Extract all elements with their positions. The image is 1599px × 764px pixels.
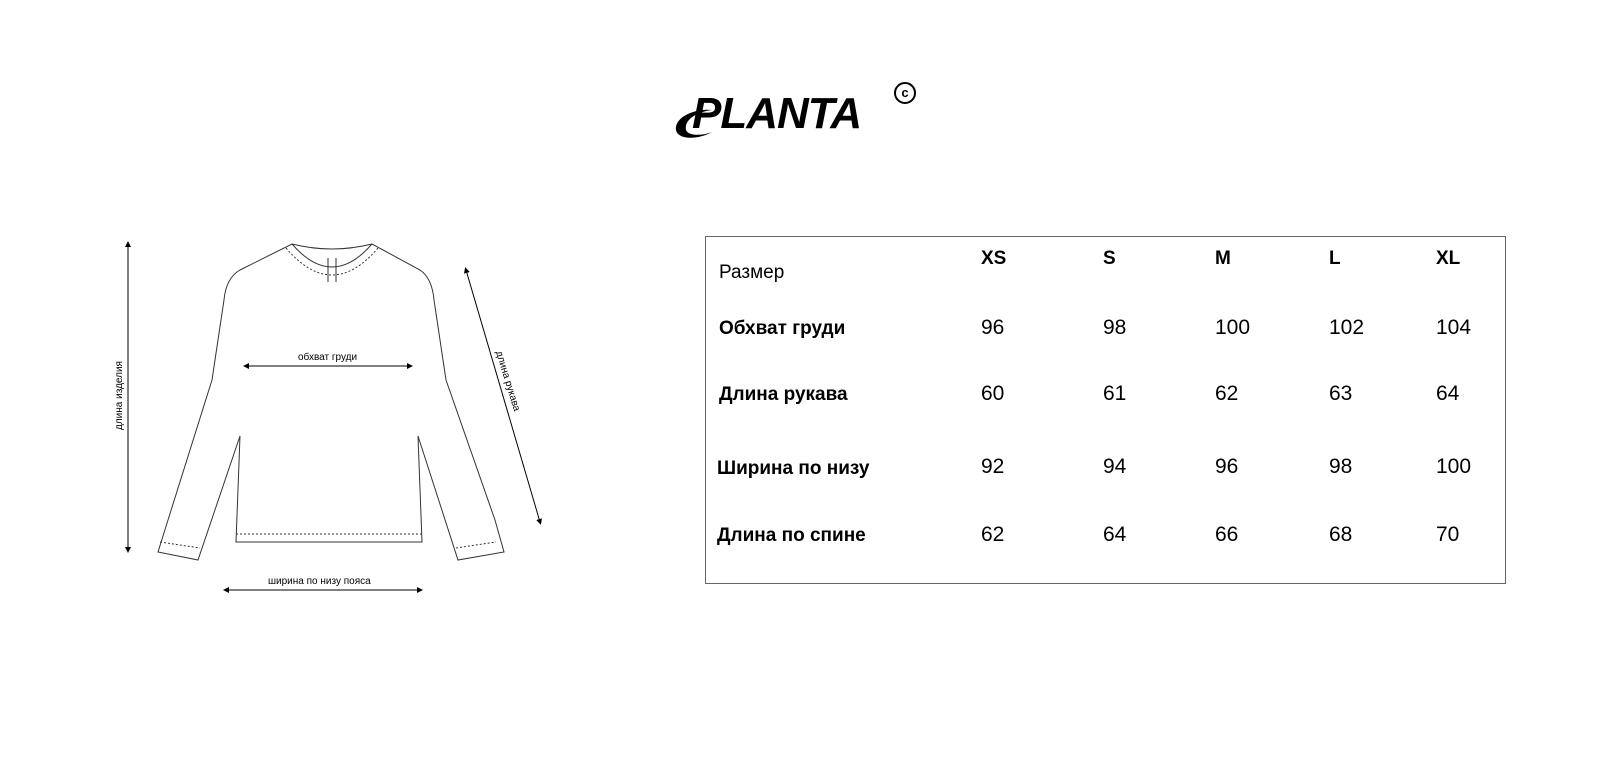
table-cell: 96 [981,316,1005,339]
row-label-chest: Обхват груди [719,318,846,339]
brand-logo [672,78,922,148]
table-cell: 63 [1329,382,1353,405]
logo-wordmark: PLANTA [692,89,862,138]
table-cell: 98 [1103,316,1127,339]
table-cell: 64 [1103,523,1127,546]
chest-label: обхват груди [298,352,358,363]
table-cell: 104 [1436,316,1472,339]
size-header-xs: XS [981,248,1007,269]
table-cell: 102 [1329,316,1365,339]
size-corner-label: Размер [719,262,785,283]
size-header-xl: XL [1436,248,1461,269]
table-cell: 94 [1103,455,1127,478]
size-table [705,236,1506,584]
copyright-icon: c [894,82,916,104]
table-cell: 62 [1215,382,1239,405]
table-cell: 64 [1436,382,1460,405]
garment-diagram [100,230,570,610]
size-header-m: M [1215,248,1231,269]
size-header-l: L [1329,248,1341,269]
length-label: длина изделия [114,361,125,430]
row-label-sleeve: Длина рукава [719,384,848,405]
sweater-outline [158,244,504,560]
table-cell: 62 [981,523,1005,546]
sleeve-arrow [466,270,540,522]
table-cell: 96 [1215,455,1239,478]
table-cell: 68 [1329,523,1353,546]
size-header-s: S [1103,248,1116,269]
table-cell: 100 [1215,316,1251,339]
table-cell: 98 [1329,455,1353,478]
hem-label: ширина по низу пояса [268,576,371,587]
table-cell: 60 [981,382,1005,405]
table-cell: 66 [1215,523,1239,546]
sleeve-label: длина рукава [493,349,522,413]
table-cell: 70 [1436,523,1460,546]
table-cell: 92 [981,455,1005,478]
table-cell: 100 [1436,455,1472,478]
row-label-hem: Ширина по низу [717,458,870,479]
row-label-back-length: Длина по спине [717,525,866,546]
table-cell: 61 [1103,382,1127,405]
